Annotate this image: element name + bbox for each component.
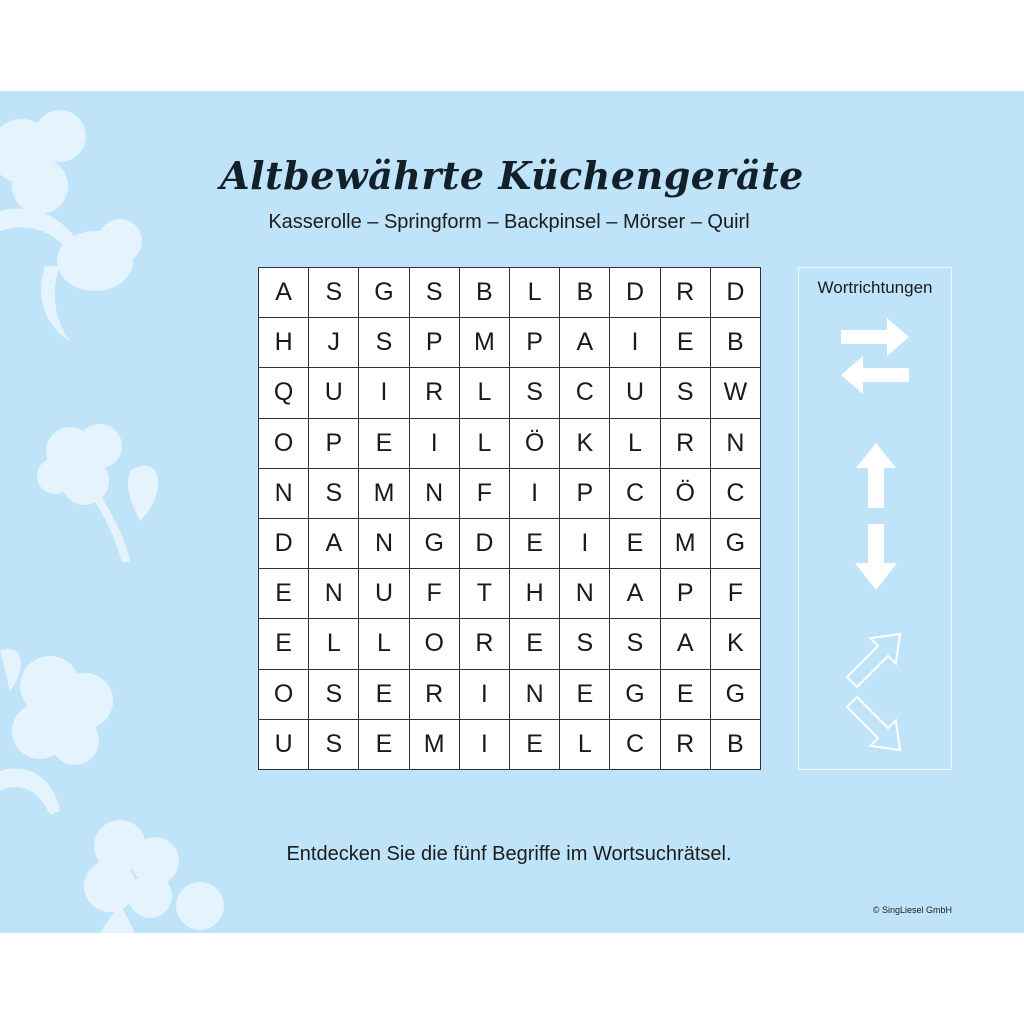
grid-cell[interactable]: E — [359, 720, 409, 770]
grid-cell[interactable]: E — [359, 670, 409, 720]
arrow-down-icon — [855, 524, 897, 590]
grid-cell[interactable]: E — [259, 569, 309, 619]
grid-cell[interactable]: I — [359, 368, 409, 418]
grid-cell[interactable]: R — [661, 419, 711, 469]
puzzle-panel — [0, 91, 1024, 933]
grid-cell[interactable]: N — [510, 670, 560, 720]
grid-cell[interactable]: G — [359, 268, 409, 318]
grid-cell[interactable]: F — [410, 569, 460, 619]
grid-cell[interactable]: M — [410, 720, 460, 770]
grid-cell[interactable]: I — [460, 670, 510, 720]
grid-cell[interactable]: P — [510, 318, 560, 368]
arrow-left-icon — [841, 356, 909, 394]
grid-cell[interactable]: U — [610, 368, 660, 418]
grid-cell[interactable]: S — [410, 268, 460, 318]
grid-cell[interactable]: R — [460, 619, 510, 669]
grid-cell[interactable]: P — [410, 318, 460, 368]
grid-cell[interactable]: C — [711, 469, 761, 519]
grid-cell[interactable]: O — [259, 670, 309, 720]
grid-cell[interactable]: L — [309, 619, 359, 669]
grid-cell[interactable]: G — [410, 519, 460, 569]
grid-cell[interactable]: D — [259, 519, 309, 569]
grid-cell[interactable]: P — [560, 469, 610, 519]
directions-label: Wortrichtungen — [817, 278, 933, 297]
grid-cell[interactable]: I — [610, 318, 660, 368]
grid-cell[interactable]: R — [661, 720, 711, 770]
grid-cell[interactable]: I — [410, 419, 460, 469]
grid-cell[interactable]: A — [560, 318, 610, 368]
grid-cell[interactable]: S — [309, 469, 359, 519]
grid-cell[interactable]: Ö — [510, 419, 560, 469]
grid-cell[interactable]: L — [510, 268, 560, 318]
grid-cell[interactable]: J — [309, 318, 359, 368]
grid-cell[interactable]: L — [610, 419, 660, 469]
grid-cell[interactable]: I — [510, 469, 560, 519]
grid-cell[interactable]: S — [610, 619, 660, 669]
grid-cell[interactable]: I — [560, 519, 610, 569]
grid-cell[interactable]: N — [560, 569, 610, 619]
grid-cell[interactable]: S — [359, 318, 409, 368]
grid-cell[interactable]: L — [460, 368, 510, 418]
grid-cell[interactable]: D — [460, 519, 510, 569]
directions-box — [798, 267, 952, 770]
grid-cell[interactable]: U — [359, 569, 409, 619]
grid-cell[interactable]: N — [711, 419, 761, 469]
grid-cell[interactable]: C — [610, 720, 660, 770]
grid-cell[interactable]: U — [309, 368, 359, 418]
grid-cell[interactable]: U — [259, 720, 309, 770]
grid-cell[interactable]: N — [410, 469, 460, 519]
grid-cell[interactable]: B — [711, 720, 761, 770]
grid-cell[interactable]: N — [259, 469, 309, 519]
grid-cell[interactable]: A — [610, 569, 660, 619]
grid-cell[interactable]: L — [460, 419, 510, 469]
grid-cell[interactable]: D — [610, 268, 660, 318]
instruction-text: Entdecken Sie die fünf Begriffe im Wortsuchrätsel. — [286, 843, 732, 865]
grid-cell[interactable]: C — [560, 368, 610, 418]
grid-cell[interactable]: I — [460, 720, 510, 770]
grid-cell[interactable]: B — [560, 268, 610, 318]
grid-cell[interactable]: H — [259, 318, 309, 368]
grid-cell[interactable]: D — [711, 268, 761, 318]
grid-cell[interactable]: G — [711, 670, 761, 720]
grid-cell[interactable]: R — [410, 670, 460, 720]
grid-cell[interactable]: C — [610, 469, 660, 519]
grid-cell[interactable]: K — [560, 419, 610, 469]
grid-cell[interactable]: F — [711, 569, 761, 619]
grid-cell[interactable]: N — [309, 569, 359, 619]
grid-cell[interactable]: S — [309, 268, 359, 318]
arrow-up-icon — [856, 443, 896, 508]
copyright-text: © SingLiesel GmbH — [872, 905, 952, 915]
word-list: Kasserolle – Springform – Backpinsel – Mörser – Quirl — [268, 211, 750, 233]
grid-cell[interactable]: T — [460, 569, 510, 619]
grid-cell[interactable]: Q — [259, 368, 309, 418]
grid-cell[interactable]: S — [560, 619, 610, 669]
grid-cell[interactable]: L — [560, 720, 610, 770]
grid-cell[interactable]: E — [259, 619, 309, 669]
grid-cell[interactable]: R — [661, 268, 711, 318]
grid-cell[interactable]: E — [510, 720, 560, 770]
grid-cell[interactable]: G — [610, 670, 660, 720]
grid-cell[interactable]: G — [711, 519, 761, 569]
grid-cell[interactable]: L — [359, 619, 409, 669]
grid-cell[interactable]: Ö — [661, 469, 711, 519]
grid-cell[interactable]: N — [359, 519, 409, 569]
grid-cell[interactable]: O — [410, 619, 460, 669]
puzzle-title: Altbewährte Küchengeräte — [220, 153, 804, 198]
grid-cell[interactable]: P — [309, 419, 359, 469]
grid-cell[interactable]: E — [359, 419, 409, 469]
grid-cell[interactable]: S — [661, 368, 711, 418]
word-search-grid — [258, 267, 761, 770]
grid-cell[interactable]: A — [259, 268, 309, 318]
grid-cell[interactable]: R — [410, 368, 460, 418]
grid-cell[interactable]: M — [460, 318, 510, 368]
grid-cell[interactable]: E — [661, 318, 711, 368]
arrow-up-right-outline-icon — [839, 621, 913, 695]
grid-cell[interactable]: E — [510, 519, 560, 569]
grid-cell[interactable]: M — [359, 469, 409, 519]
grid-cell[interactable]: S — [309, 720, 359, 770]
grid-cell[interactable]: O — [259, 419, 309, 469]
grid-cell[interactable]: A — [309, 519, 359, 569]
grid-cell[interactable]: E — [560, 670, 610, 720]
grid-cell[interactable]: M — [661, 519, 711, 569]
grid-cell[interactable]: A — [661, 619, 711, 669]
grid-cell[interactable]: P — [661, 569, 711, 619]
grid-cell[interactable]: S — [309, 670, 359, 720]
grid-cell[interactable]: K — [711, 619, 761, 669]
grid-cell[interactable]: H — [510, 569, 560, 619]
arrow-right-icon — [841, 318, 909, 356]
grid-cell[interactable]: W — [711, 368, 761, 418]
grid-cell[interactable]: F — [460, 469, 510, 519]
grid-cell[interactable]: B — [460, 268, 510, 318]
grid-cell[interactable]: B — [711, 318, 761, 368]
grid-cell[interactable]: E — [661, 670, 711, 720]
grid-cell[interactable]: E — [510, 619, 560, 669]
grid-cell[interactable]: E — [610, 519, 660, 569]
arrow-down-right-outline-icon — [839, 689, 913, 763]
grid-cell[interactable]: S — [510, 368, 560, 418]
